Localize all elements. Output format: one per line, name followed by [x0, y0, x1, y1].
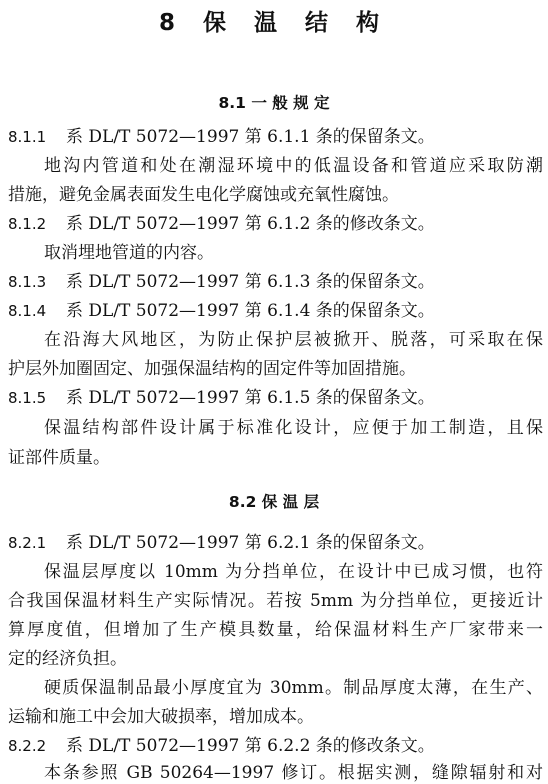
body-line: 本条参照 GB 50264—1997 修订。根据实测，缝隙辐射和对: [44, 763, 543, 783]
body-line: 保温层厚度以 10mm 为分挡单位，在设计中已成习惯，也符: [44, 562, 543, 582]
body-line: 在沿海大风地区，为防止保护层被掀开、脱落，可采取在保: [44, 330, 543, 350]
clause-number: 8.1.2: [8, 215, 47, 233]
clause-number: 8.1.5: [8, 389, 47, 407]
clause-number: 8.1.1: [8, 128, 47, 146]
body-line: 运输和施工中会加大破损率，增加成本。: [8, 707, 314, 727]
section-title-8-2: 8.2 保 温 层: [228, 493, 320, 511]
clause-number: 8.1.4: [8, 302, 47, 320]
clause-8-1-1-heading-line: [8, 126, 543, 148]
clause-8-2-2-heading-line: [8, 735, 543, 757]
clause-8-1-3-heading-line: [8, 271, 543, 293]
body-line: 取消埋地管道的内容。: [44, 243, 214, 263]
body-line: 护层外加圈固定、加强保温结构的固定件等加固措施。: [8, 359, 416, 379]
section-title-8-1: 8.1 一 般 规 定: [218, 94, 330, 112]
clause-heading: 系 DL/T 5072—1997 第 6.1.1 条的保留条文。: [66, 127, 435, 147]
clause-heading: 系 DL/T 5072—1997 第 6.2.2 条的修改条文。: [66, 736, 435, 756]
clause-heading: 系 DL/T 5072—1997 第 6.2.1 条的保留条文。: [66, 533, 435, 553]
body-line: 措施，避免金属表面发生电化学腐蚀或充氧性腐蚀。: [8, 185, 399, 205]
body-line: 硬质保温制品最小厚度宜为 30mm。制品厚度太薄，在生产、: [44, 678, 543, 698]
clause-8-2-1-heading-line: [8, 532, 543, 554]
chapter-title: 8 保 温 结 构: [158, 10, 390, 36]
clause-heading: 系 DL/T 5072—1997 第 6.1.3 条的保留条文。: [66, 272, 435, 292]
clause-8-1-5-heading-line: [8, 387, 543, 409]
clause-number: 8.1.3: [8, 273, 47, 291]
clause-8-1-4-heading-line: [8, 300, 543, 322]
clause-number: 8.2.2: [8, 737, 47, 755]
clause-heading: 系 DL/T 5072—1997 第 6.1.2 条的修改条文。: [66, 214, 435, 234]
body-line: 合我国保温材料生产实际情况。若按 5mm 为分挡单位，更接近计: [8, 591, 543, 611]
clause-number: 8.2.1: [8, 534, 47, 552]
body-line: 地沟内管道和处在潮湿环境中的低温设备和管道应采取防潮: [44, 156, 543, 176]
clause-8-1-2-heading-line: [8, 213, 543, 235]
body-line: 保温结构部件设计属于标准化设计，应便于加工制造，且保: [44, 418, 543, 438]
body-line: 证部件质量。: [8, 448, 110, 468]
body-line: 算厚度值，但增加了生产模具数量，给保温材料生产厂家带来一: [8, 620, 543, 640]
clause-heading: 系 DL/T 5072—1997 第 6.1.4 条的保留条文。: [66, 301, 435, 321]
body-line: 定的经济负担。: [8, 649, 127, 669]
clause-heading: 系 DL/T 5072—1997 第 6.1.5 条的保留条文。: [66, 388, 435, 408]
